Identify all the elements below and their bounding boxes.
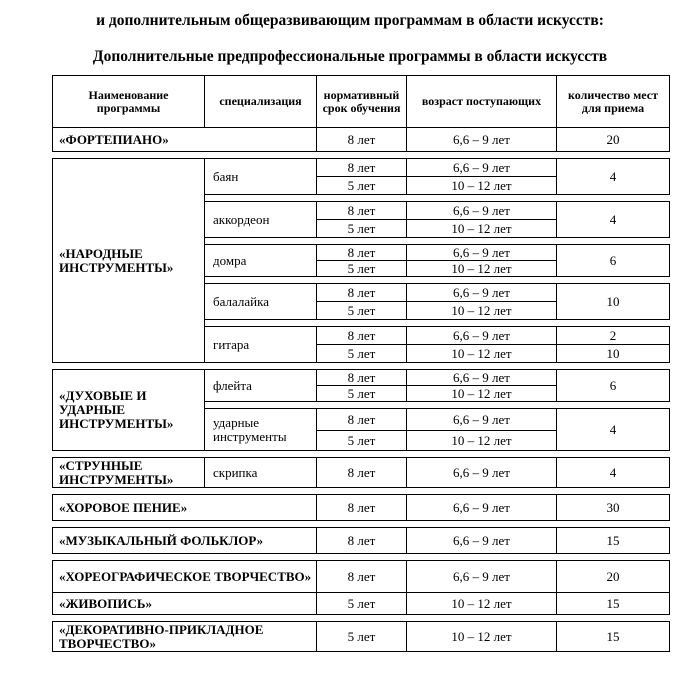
- age-cell: 10 – 12 лет: [407, 431, 557, 451]
- places-cell: 20: [557, 561, 670, 593]
- specialization-cell: баян: [205, 159, 317, 195]
- table-row: [53, 622, 670, 652]
- program-name: «ДЕКОРАТИВНО-ПРИКЛАДНОЕ ТВОРЧЕСТВО»: [53, 622, 317, 652]
- duration-cell: 5 лет: [317, 622, 407, 652]
- table-gap: [53, 521, 670, 528]
- table-gap: [53, 451, 670, 458]
- places-cell: 15: [557, 528, 670, 554]
- places-cell: 6: [557, 370, 670, 402]
- age-cell: 10 – 12 лет: [407, 177, 557, 195]
- age-cell: 6,6 – 9 лет: [407, 284, 557, 302]
- duration-cell: 5 лет: [317, 345, 407, 363]
- age-cell: 10 – 12 лет: [407, 345, 557, 363]
- duration-cell: 8 лет: [317, 409, 407, 431]
- places-cell: 30: [557, 495, 670, 521]
- age-cell: 10 – 12 лет: [407, 302, 557, 320]
- places-cell: 15: [557, 622, 670, 652]
- table-gap: [53, 152, 670, 159]
- specialization-cell: ударные инструменты: [205, 409, 317, 451]
- duration-cell: 5 лет: [317, 593, 407, 615]
- age-cell: 6,6 – 9 лет: [407, 370, 557, 386]
- table-row: [53, 561, 670, 593]
- duration-cell: 8 лет: [317, 202, 407, 220]
- table-gap: [53, 363, 670, 370]
- header-places: количество мест для приема: [557, 76, 670, 128]
- specialization-cell: гитара: [205, 327, 317, 363]
- duration-cell: 8 лет: [317, 128, 407, 152]
- places-cell: 15: [557, 593, 670, 615]
- table-row: [53, 593, 670, 615]
- duration-cell: 5 лет: [317, 220, 407, 238]
- duration-cell: 8 лет: [317, 327, 407, 345]
- age-cell: 6,6 – 9 лет: [407, 245, 557, 261]
- age-cell: 10 – 12 лет: [407, 386, 557, 402]
- duration-cell: 8 лет: [317, 458, 407, 488]
- age-cell: 6,6 – 9 лет: [407, 561, 557, 593]
- header-age: возраст поступающих: [407, 76, 557, 128]
- age-cell: 6,6 – 9 лет: [407, 495, 557, 521]
- places-cell: 4: [557, 458, 670, 488]
- age-cell: 6,6 – 9 лет: [407, 128, 557, 152]
- duration-cell: 8 лет: [317, 370, 407, 386]
- age-cell: 10 – 12 лет: [407, 622, 557, 652]
- duration-cell: 5 лет: [317, 302, 407, 320]
- table-row: [53, 528, 670, 554]
- age-cell: 6,6 – 9 лет: [407, 458, 557, 488]
- age-cell: 6,6 – 9 лет: [407, 409, 557, 431]
- program-name: «ДУХОВЫЕ И УДАРНЫЕ ИНСТРУМЕНТЫ»: [53, 370, 205, 451]
- table-row: [53, 128, 670, 152]
- duration-cell: 8 лет: [317, 561, 407, 593]
- duration-cell: 8 лет: [317, 245, 407, 261]
- table-row: [53, 495, 670, 521]
- programs-table: [52, 75, 670, 652]
- header-specialization: специализация: [205, 76, 317, 128]
- age-cell: 6,6 – 9 лет: [407, 159, 557, 177]
- age-cell: 10 – 12 лет: [407, 593, 557, 615]
- age-cell: 6,6 – 9 лет: [407, 202, 557, 220]
- duration-cell: 5 лет: [317, 386, 407, 402]
- document-heading-line1: и дополнительным общеразвивающим программам в области искусств:: [96, 12, 604, 29]
- program-name: «ЖИВОПИСЬ»: [53, 593, 317, 615]
- specialization-cell: скрипка: [205, 458, 317, 488]
- places-cell: 4: [557, 202, 670, 238]
- specialization-cell: аккордеон: [205, 202, 317, 238]
- places-cell: 20: [557, 128, 670, 152]
- program-name: «ХОРОВОЕ ПЕНИЕ»: [53, 495, 317, 521]
- duration-cell: 5 лет: [317, 261, 407, 277]
- places-cell: 4: [557, 159, 670, 195]
- table-header-row: [53, 76, 670, 128]
- table-gap: [53, 554, 670, 561]
- table-row: [53, 159, 670, 177]
- duration-cell: 8 лет: [317, 528, 407, 554]
- duration-cell: 8 лет: [317, 495, 407, 521]
- specialization-cell: балалайка: [205, 284, 317, 320]
- header-program: Наименование программы: [53, 76, 205, 128]
- table-gap: [53, 488, 670, 495]
- program-name: «ХОРЕОГРАФИЧЕСКОЕ ТВОРЧЕСТВО»: [53, 561, 317, 593]
- table-gap: [53, 615, 670, 622]
- places-cell: 2: [557, 327, 670, 345]
- age-cell: 10 – 12 лет: [407, 220, 557, 238]
- program-name: «ФОРТЕПИАНО»: [53, 128, 317, 152]
- program-name: «МУЗЫКАЛЬНЫЙ ФОЛЬКЛОР»: [53, 528, 317, 554]
- places-cell: 10: [557, 345, 670, 363]
- header-duration: нормативный срок обучения: [317, 76, 407, 128]
- table-row: [53, 370, 670, 386]
- program-name: «СТРУННЫЕ ИНСТРУМЕНТЫ»: [53, 458, 205, 488]
- duration-cell: 5 лет: [317, 431, 407, 451]
- places-cell: 4: [557, 409, 670, 451]
- duration-cell: 8 лет: [317, 159, 407, 177]
- document-heading-line2: Дополнительные предпрофессиональные программы в области искусств: [92, 48, 608, 65]
- specialization-cell: домра: [205, 245, 317, 277]
- table-row: [53, 458, 670, 488]
- age-cell: 6,6 – 9 лет: [407, 528, 557, 554]
- places-cell: 10: [557, 284, 670, 320]
- program-name: «НАРОДНЫЕ ИНСТРУМЕНТЫ»: [53, 159, 205, 363]
- duration-cell: 5 лет: [317, 177, 407, 195]
- age-cell: 10 – 12 лет: [407, 261, 557, 277]
- duration-cell: 8 лет: [317, 284, 407, 302]
- age-cell: 6,6 – 9 лет: [407, 327, 557, 345]
- places-cell: 6: [557, 245, 670, 277]
- specialization-cell: флейта: [205, 370, 317, 402]
